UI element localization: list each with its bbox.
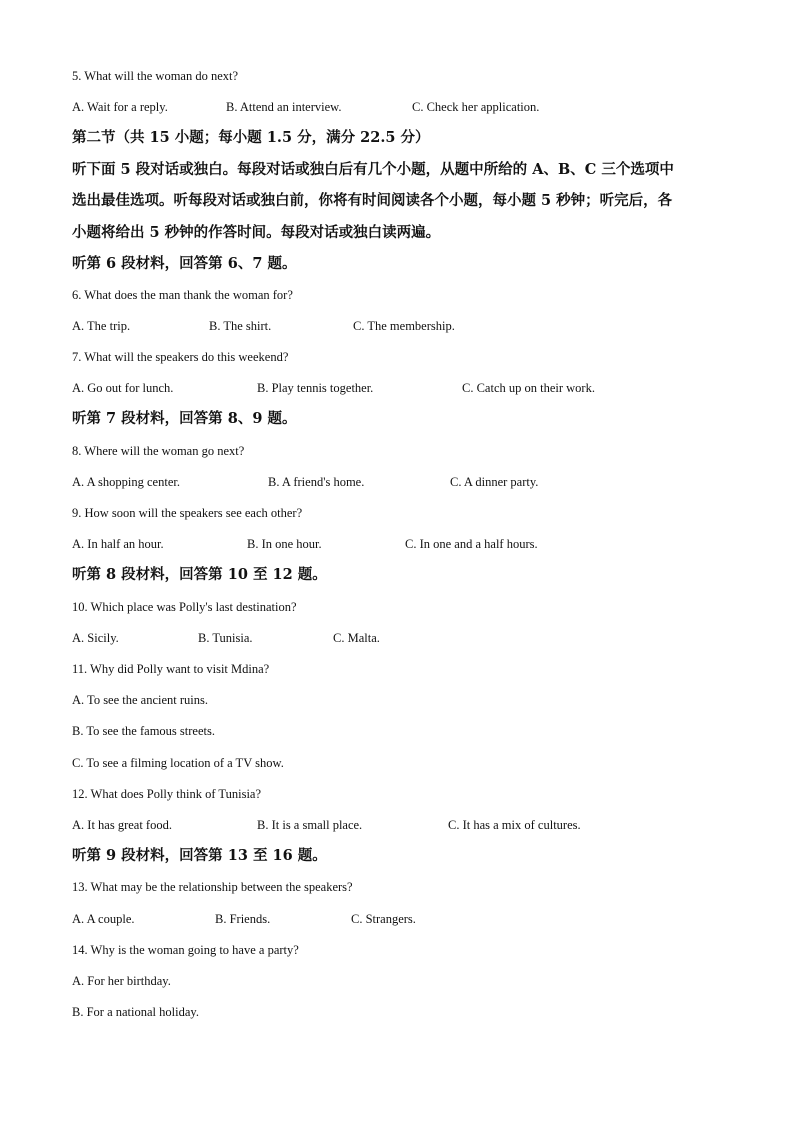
q9-option-b: B. In one hour. xyxy=(247,537,322,551)
q11-option-c: C. To see a filming location of a TV show. xyxy=(72,756,284,770)
q12-option-b: B. It is a small place. xyxy=(257,818,363,832)
material-7-heading: 听第 7 段材料，回答第 8、9 题。 xyxy=(72,410,297,427)
q7-option-b: B. Play tennis together. xyxy=(257,381,374,395)
question-5: 5. What will the woman do next? xyxy=(72,69,239,83)
question-10: 10. Which place was Polly's last destination? xyxy=(72,600,297,614)
q10-option-c: C. Malta. xyxy=(333,631,380,645)
q6-option-a: A. The trip. xyxy=(72,319,131,333)
question-9: 9. How soon will the speakers see each other? xyxy=(72,506,303,520)
q8-option-a: A. A shopping center. xyxy=(72,475,180,489)
q12-option-c: C. It has a mix of cultures. xyxy=(448,818,581,832)
q13-option-b: B. Friends. xyxy=(215,912,271,926)
q6-option-b: B. The shirt. xyxy=(209,319,272,333)
q11-option-b: B. To see the famous streets. xyxy=(72,724,215,738)
q12-option-a: A. It has great food. xyxy=(72,818,172,832)
question-8: 8. Where will the woman go next? xyxy=(72,444,245,458)
section-2-instruction-line-3: 小题将给出 5 秒钟的作答时间。每段对话或独白读两遍。 xyxy=(72,224,441,241)
q9-option-a: A. In half an hour. xyxy=(72,537,164,551)
q5-option-c: C. Check her application. xyxy=(412,100,540,114)
section-2-instruction-line-1: 听下面 5 段对话或独白。每段对话或独白后有几个小题，从题中所给的 A、B、C 三个选项中 xyxy=(72,161,674,178)
q5-option-a: A. Wait for a reply. xyxy=(72,100,168,114)
q13-option-c: C. Strangers. xyxy=(351,912,416,926)
question-11: 11. Why did Polly want to visit Mdina? xyxy=(72,662,270,676)
section-2-title: 第二节（共 15 小题；每小题 1.5 分，满分 22.5 分） xyxy=(72,129,430,146)
question-13: 13. What may be the relationship between the speakers? xyxy=(72,880,353,894)
q13-option-a: A. A couple. xyxy=(72,912,135,926)
material-6-heading: 听第 6 段材料，回答第 6、7 题。 xyxy=(72,255,297,272)
question-14: 14. Why is the woman going to have a party? xyxy=(72,943,299,957)
q14-option-b: B. For a national holiday. xyxy=(72,1005,199,1019)
q10-option-b: B. Tunisia. xyxy=(198,631,253,645)
q14-option-a: A. For her birthday. xyxy=(72,974,171,988)
q5-option-b: B. Attend an interview. xyxy=(226,100,342,114)
question-12: 12. What does Polly think of Tunisia? xyxy=(72,787,262,801)
q8-option-b: B. A friend's home. xyxy=(268,475,365,489)
section-2-instruction-line-2: 选出最佳选项。听每段对话或独白前，你将有时间阅读各个小题，每小题 5 秒钟；听完后，各 xyxy=(72,192,673,209)
q8-option-c: C. A dinner party. xyxy=(450,475,539,489)
q9-option-c: C. In one and a half hours. xyxy=(405,537,538,551)
material-9-heading: 听第 9 段材料，回答第 13 至 16 题。 xyxy=(72,847,327,864)
q6-option-c: C. The membership. xyxy=(353,319,455,333)
q7-option-c: C. Catch up on their work. xyxy=(462,381,595,395)
q10-option-a: A. Sicily. xyxy=(72,631,119,645)
material-8-heading: 听第 8 段材料，回答第 10 至 12 题。 xyxy=(72,566,327,583)
question-6: 6. What does the man thank the woman for? xyxy=(72,288,293,302)
q7-option-a: A. Go out for lunch. xyxy=(72,381,174,395)
question-7: 7. What will the speakers do this weekend? xyxy=(72,350,289,364)
q11-option-a: A. To see the ancient ruins. xyxy=(72,693,209,707)
